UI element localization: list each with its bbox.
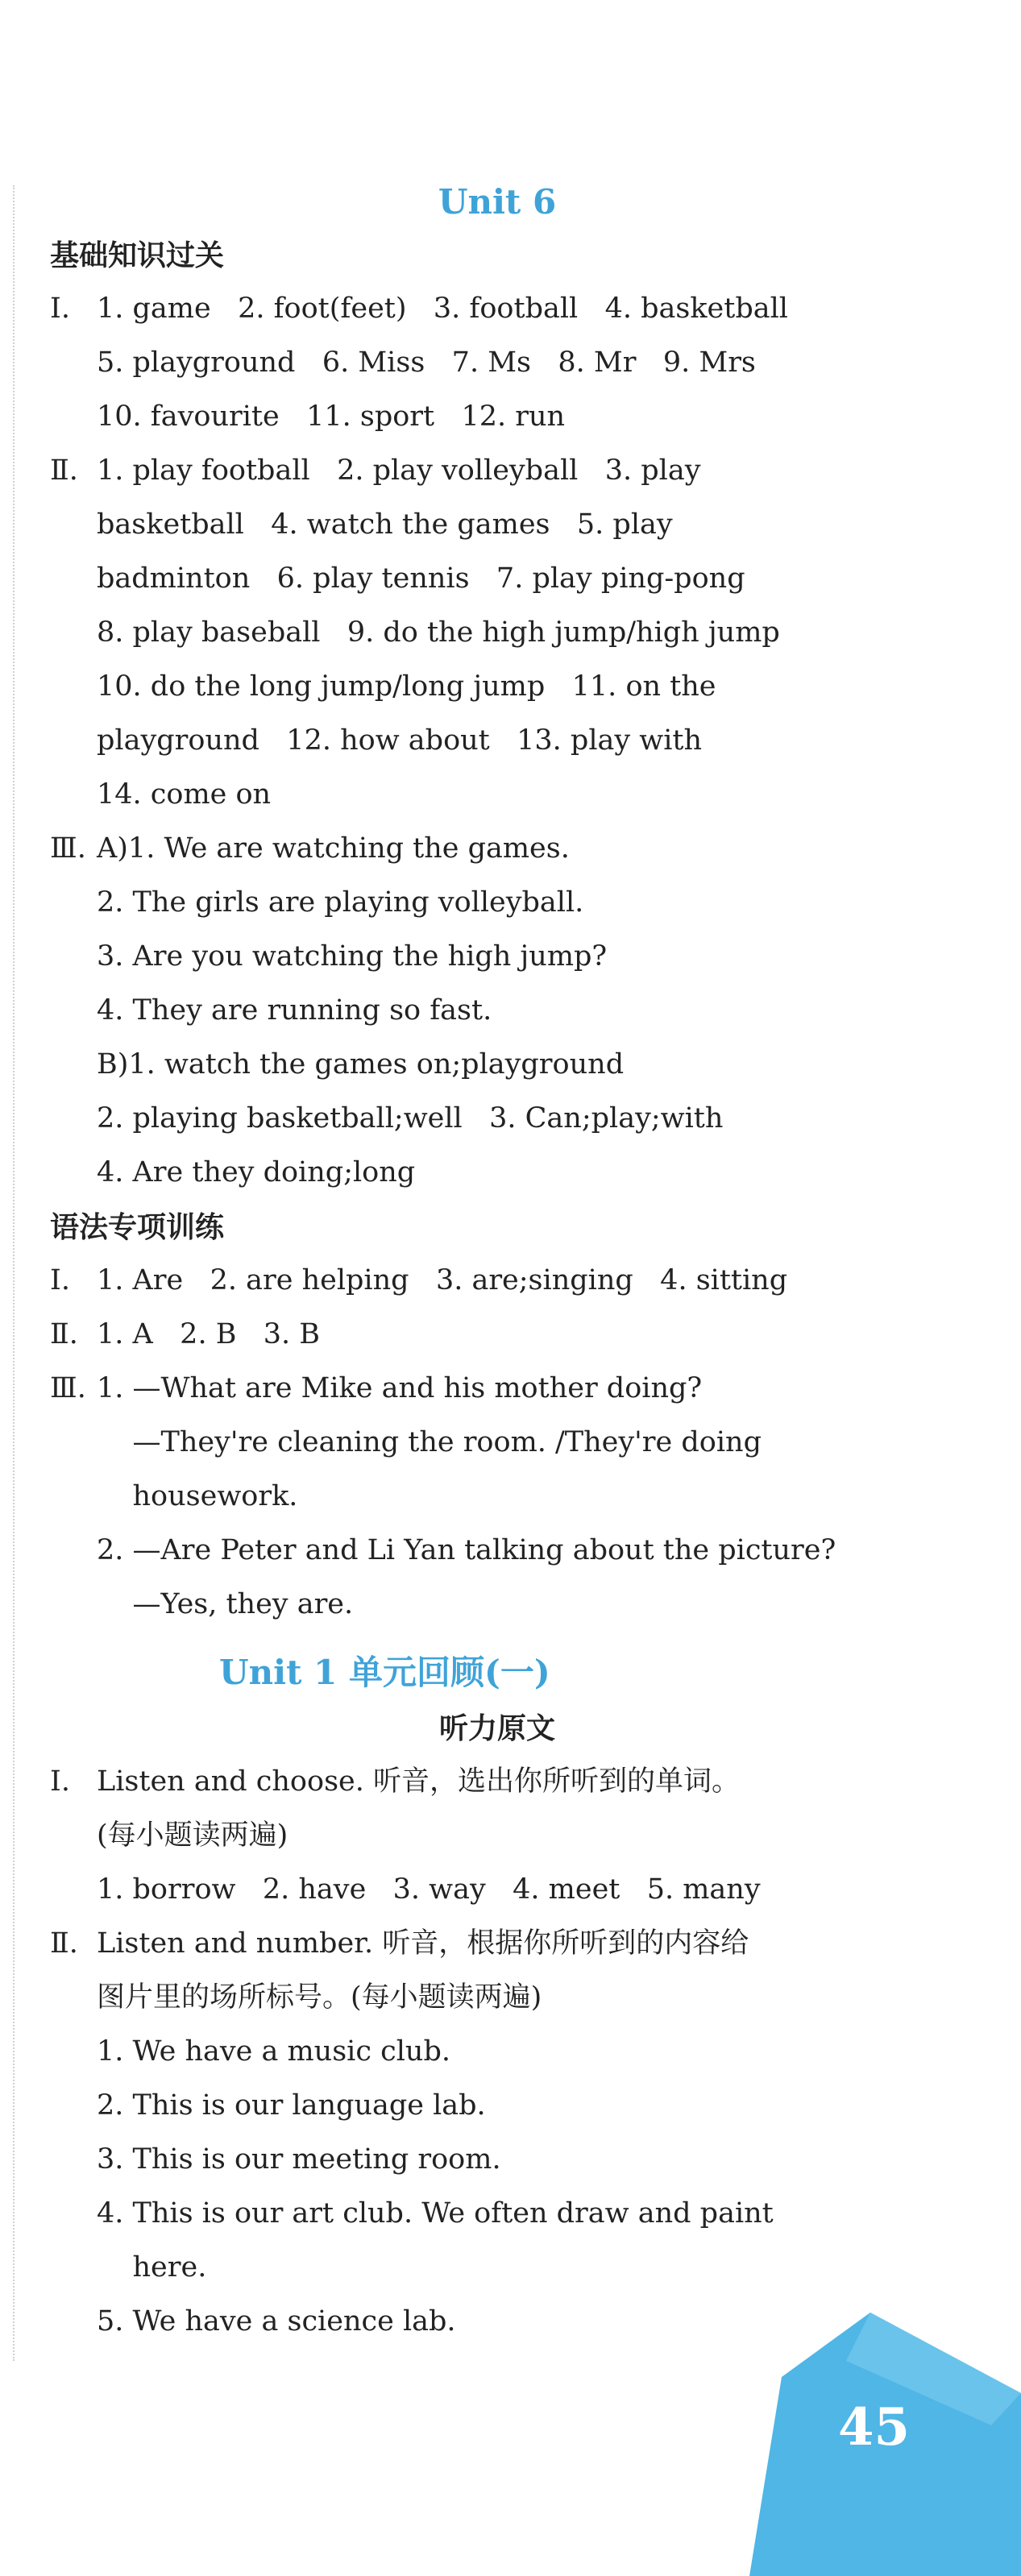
answer-line: 1. A 2. B 3. B xyxy=(97,1318,321,1350)
unit6-title: Unit 6 xyxy=(438,182,557,222)
answer-line: 2. playing basketball;well 3. Can;play;with xyxy=(97,1102,724,1135)
answer-line: 2. The girls are playing volleyball. xyxy=(97,886,584,919)
answer-line: Listen and number. 听音，根据你所听到的内容给 xyxy=(97,1927,749,1960)
page-margin-line xyxy=(13,185,15,2361)
answer-line: housework. xyxy=(97,1480,298,1512)
unit1-title: Unit 1 单元回顾(一) xyxy=(219,1653,550,1692)
answer-line: —Yes, they are. xyxy=(97,1588,354,1620)
answer-line: 4. This is our art club. We often draw and paint xyxy=(97,2197,774,2230)
answer-line: 1. game 2. foot(feet) 3. football 4. basketball xyxy=(97,292,788,325)
group-number: Ⅰ. xyxy=(50,1264,70,1296)
answer-line: 4. They are running so fast. xyxy=(97,994,492,1027)
answer-line: 4. Are they doing;long xyxy=(97,1156,416,1188)
answer-line: (每小题读两遍) xyxy=(97,1819,288,1852)
answer-line: A)1. We are watching the games. xyxy=(97,832,570,865)
answer-line: 8. play baseball 9. do the high jump/high jump xyxy=(97,616,780,649)
basics-group-2 xyxy=(50,444,944,822)
grammar-heading: 语法专项训练 xyxy=(50,1211,225,1244)
answer-line: 3. This is our meeting room. xyxy=(97,2143,501,2176)
grammar-group-1 xyxy=(50,1254,944,1308)
answer-line: 1. —What are Mike and his mother doing? xyxy=(97,1372,703,1404)
answer-content xyxy=(50,182,944,2349)
page-number: 45 xyxy=(838,2397,911,2458)
answer-line: 1. We have a music club. xyxy=(97,2035,450,2068)
listening-group-2 xyxy=(50,1917,944,2349)
answer-line: badminton 6. play tennis 7. play ping-pong xyxy=(97,562,745,595)
answer-line: 图片里的场所标号。(每小题读两遍) xyxy=(97,1981,542,2014)
answer-line: 10. favourite 11. sport 12. run xyxy=(97,400,566,433)
group-number: Ⅱ. xyxy=(50,1318,78,1350)
group-number: Ⅲ. xyxy=(50,1372,86,1404)
answer-line: basketball 4. watch the games 5. play xyxy=(97,508,673,541)
answer-line: 5. playground 6. Miss 7. Ms 8. Mr 9. Mrs xyxy=(97,346,756,379)
basics-group-1 xyxy=(50,282,944,444)
answer-line: 1. Are 2. are helping 3. are;singing 4. sitting xyxy=(97,1264,788,1296)
answer-line: 1. borrow 2. have 3. way 4. meet 5. many xyxy=(97,1873,761,1906)
basics-group-3 xyxy=(50,822,944,1200)
basics-heading: 基础知识过关 xyxy=(50,239,225,272)
answer-line: 14. come on xyxy=(97,778,272,811)
answer-line: Listen and choose. 听音，选出你所听到的单词。 xyxy=(97,1765,740,1798)
group-number: Ⅰ. xyxy=(50,292,70,325)
answer-line: B)1. watch the games on;playground xyxy=(97,1048,625,1081)
answer-line: 5. We have a science lab. xyxy=(97,2305,456,2337)
answer-line: 2. This is our language lab. xyxy=(97,2089,486,2122)
answer-line: 2. —Are Peter and Li Yan talking about the picture? xyxy=(97,1534,836,1566)
answer-line: playground 12. how about 13. play with xyxy=(97,724,703,757)
answer-line: 3. Are you watching the high jump? xyxy=(97,940,608,973)
listening-heading: 听力原文 xyxy=(438,1712,555,1745)
answer-line: —They're cleaning the room. /They're doing xyxy=(97,1426,762,1458)
grammar-group-3 xyxy=(50,1362,944,1632)
group-number: Ⅰ. xyxy=(50,1765,70,1798)
answer-line: 1. play football 2. play volleyball 3. play xyxy=(97,454,701,487)
group-number: Ⅱ. xyxy=(50,454,78,487)
grammar-group-2 xyxy=(50,1308,944,1362)
group-number: Ⅲ. xyxy=(50,832,86,865)
listening-group-1 xyxy=(50,1755,944,1917)
group-number: Ⅱ. xyxy=(50,1927,78,1960)
answer-line: here. xyxy=(97,2251,207,2284)
answer-line: 10. do the long jump/long jump 11. on the xyxy=(97,670,716,703)
